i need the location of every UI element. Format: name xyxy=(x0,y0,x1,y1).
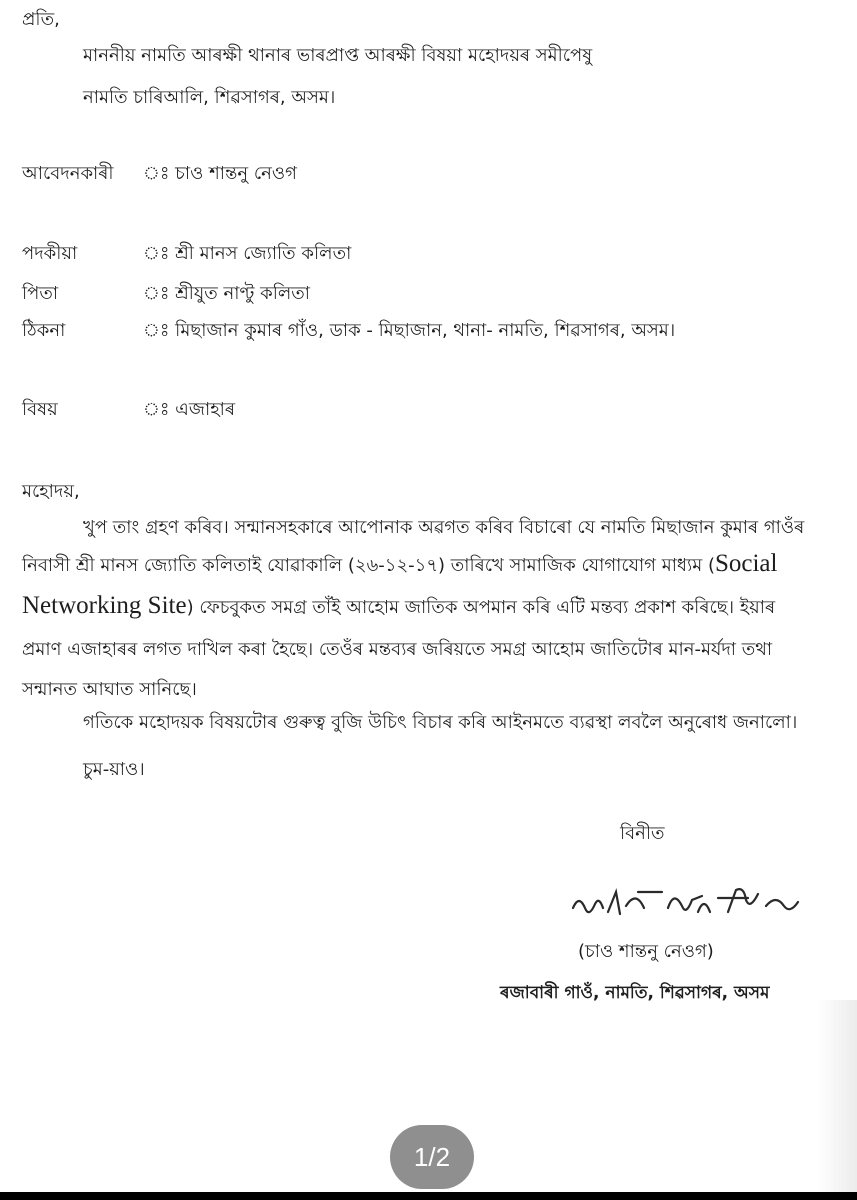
bottom-edge xyxy=(0,1192,857,1200)
body-paragraph-1-line-1: খুপ তাং গ্ৰহণ কৰিব। সন্মানসহকাৰে আপোনাক অৱগত কৰিব বিচাৰো যে নামতি মিছাজান কুমাৰ গাওঁৰ xyxy=(83,517,805,538)
closing-greeting: চুম-য়াও। xyxy=(83,759,145,780)
body-paragraph-1-line-2 xyxy=(22,550,777,580)
body-line-2-english: Social xyxy=(714,550,778,577)
subject-value: ঃ এজাহাৰ xyxy=(143,399,235,420)
body-line-3-bengali: ) ফেচবুকত সমগ্ৰ তাঁই আহোম জাতিক অপমান কৰি এটি মন্তব্য প্ৰকাশ কৰিছে। ইয়াৰ xyxy=(186,597,776,618)
signature-scribble xyxy=(568,878,808,928)
recipient-line-2: নামতি চাৰিআলি, শিৱসাগৰ, অসম। xyxy=(83,87,336,108)
body-paragraph-1-line-3 xyxy=(22,592,775,622)
body-line-3-english: Networking Site xyxy=(22,592,187,619)
body-line-2-bengali: নিবাসী শ্ৰী মানস জ্যোতি কলিতাই যোৱাকালি (২৬-১২-১৭) তাৰিখে সামাজিক যোগাযোগ মাধ্যম ( xyxy=(22,555,715,576)
address-label: ঠিকনা xyxy=(22,320,66,341)
applicant-value: ঃ চাও শান্তনু নেওগ xyxy=(143,163,297,184)
applicant-label: আবেদনকাৰী xyxy=(22,163,114,184)
body-paragraph-1-line-5: সন্মানত আঘাত সানিছে। xyxy=(22,679,197,700)
accused-value: ঃ শ্ৰী মানস জ্যোতি কলিতা xyxy=(143,243,352,264)
accused-label: পদকীয়া xyxy=(22,243,78,264)
body-paragraph-2: গতিকে মহোদয়ক বিষয়টোৰ গুৰুত্ব বুজি উচিৎ বিচাৰ কৰি আইনমতে ব্যৱস্থা লবলৈ অনুৰোধ জনালো। xyxy=(83,712,798,733)
address-to: প্ৰতি, xyxy=(22,9,60,30)
salutation: মহোদয়, xyxy=(22,481,80,502)
body-paragraph-1-line-4: প্ৰমাণ এজাহাৰৰ লগত দাখিল কৰা হৈছে। তেওঁৰ মন্তব্যৰ জৰিয়তে সমগ্ৰ আহোম জাতিটোৰ মান-মৰ্যদা তথা xyxy=(22,639,773,660)
father-label: পিতা xyxy=(22,283,59,304)
sign-off: বিনীত xyxy=(620,823,665,844)
address-value: ঃ মিছাজান কুমাৰ গাঁও, ডাক - মিছাজান, থানা- নামতি, শিৱসাগৰ, অসম। xyxy=(143,320,676,341)
father-value: ঃ শ্ৰীযুত নাণ্টু কলিতা xyxy=(143,283,310,304)
signature-name: (চাও শান্তনু নেওগ) xyxy=(578,941,714,962)
page-indicator[interactable]: 1/2 xyxy=(390,1125,474,1189)
subject-label: বিষয় xyxy=(22,399,58,420)
page-shadow xyxy=(817,1000,857,1192)
signature-address: ৰজাবাৰী গাওঁ, নামতি, শিৱসাগৰ, অসম xyxy=(500,983,770,1003)
handwritten-signature xyxy=(568,878,808,935)
recipient-line-1: মাননীয় নামতি আৰক্ষী থানাৰ ভাৰপ্ৰাপ্ত আৰক্ষী বিষয়া মহোদয়ৰ সমীপেষু xyxy=(83,45,593,66)
